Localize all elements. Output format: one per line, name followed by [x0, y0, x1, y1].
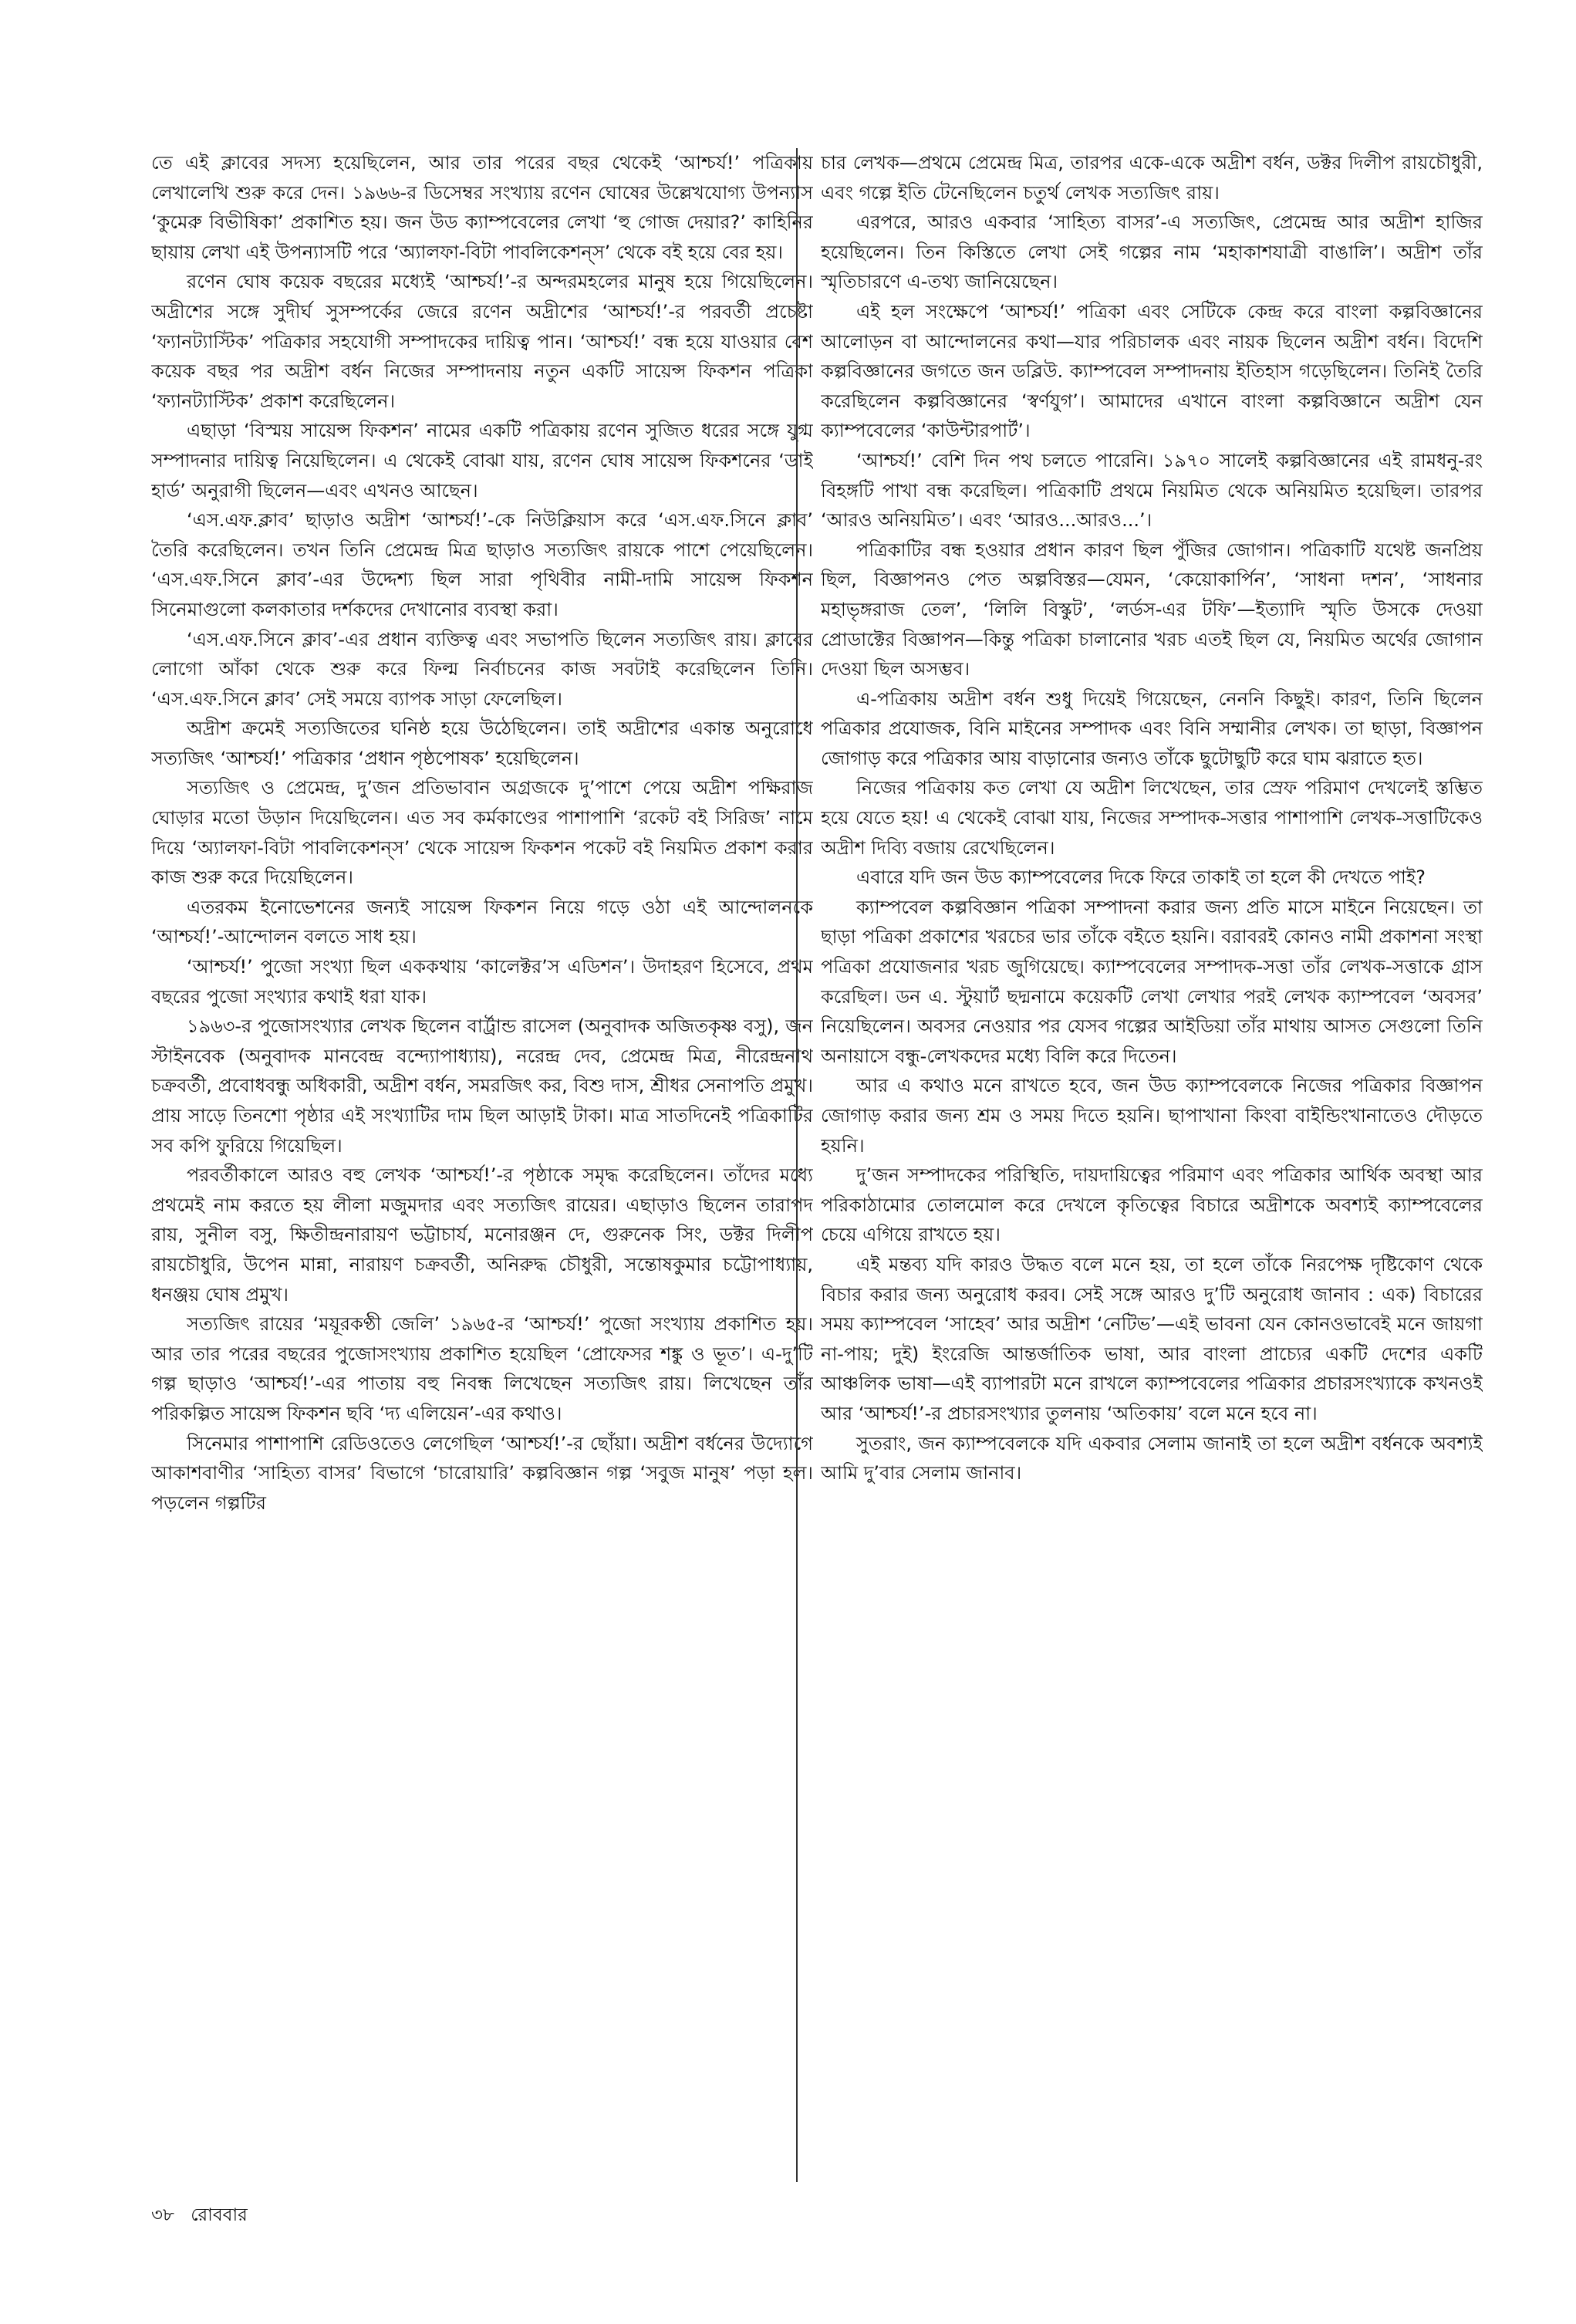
- article-paragraph: এতরকম ইনোভেশনের জন্যই সায়েন্স ফিকশন নিয়ে গড়ে ওঠা এই আন্দোলনকে ‘আশ্চর্য!’-আন্দোলন বলতে সাধ হয়।: [151, 896, 813, 948]
- article-paragraph: অদ্রীশ ক্রমেই সত্যজিতের ঘনিষ্ঠ হয়ে উঠেছিলেন। তাই অদ্রীশের একান্ত অনুরোধে সত্যজিৎ ‘আশ্চর্য!’ পত্রিকার ‘প্রধান পৃষ্ঠপোষক’ হয়েছিলেন।: [151, 718, 813, 769]
- article-paragraph: রণেন ঘোষ কয়েক বছরের মধ্যেই ‘আশ্চর্য!’-র অন্দরমহলের মানুষ হয়ে গিয়েছিলেন। অদ্রীশের সঙ্গে সুদীর্ঘ সুসম্পর্কের জেরে রণেন অদ্রীশের ‘আশ্চর্য!’-র পরবর্তী প্রচেষ্টা ‘ফ্যানট্যাস্টিক’ পত্রিকার সহযোগী সম্পাদকের দায়িত্ব পান। ‘আশ্চর্য!’ বন্ধ হয়ে যাওয়ার বেশ কয়েক বছর পর অদ্রীশ বর্ধন নিজের সম্পাদনায় নতুন একটি সায়েন্স ফিকশন পত্রিকা ‘ফ্যানট্যাস্টিক’ প্রকাশ করেছিলেন।: [151, 271, 813, 412]
- article-paragraph: সিনেমার পাশাপাশি রেডিওতেও লেগেছিল ‘আশ্চর্য!’-র ছোঁয়া। অদ্রীশ বর্ধনের উদ্যোগে আকাশবাণীর ‘সাহিত্য বাসর’ বিভাগে ‘চারোয়ারি’ কল্পবিজ্ঞান গল্প ‘সবুজ মানুষ’ পড়া হল। পড়লেন গল্পটির: [151, 1432, 813, 1514]
- left-column: [151, 148, 813, 2182]
- article-paragraph: আর এ কথাও মনে রাখতে হবে, জন উড ক্যাম্পবেলকে নিজের পত্রিকার বিজ্ঞাপন জোগাড় করার জন্য শ্রম ও সময় দিতে হয়নি। ছাপাখানা কিংবা বাইন্ডিংখানাতেও দৌড়তে হয়নি।: [821, 1075, 1483, 1157]
- article-paragraph: ১৯৬৩-র পুজোসংখ্যার লেখক ছিলেন বার্ট্রান্ড রাসেল (অনুবাদক অজিতকৃষ্ণ বসু), জন স্টাইনবেক (অনুবাদক মানবেন্দ্র বন্দ্যোপাধ্যায়), নরেন্দ্র দেব, প্রেমেন্দ্র মিত্র, নীরেন্দ্রনাথ চক্রবর্তী, প্রবোধবন্ধু অধিকারী, অদ্রীশ বর্ধন, সমরজিৎ কর, বিশু দাস, শ্রীধর সেনাপতি প্রমুখ। প্রায় সাড়ে তিনশো পৃষ্ঠার এই সংখ্যাটির দাম ছিল আড়াই টাকা। মাত্র সাতদিনেই পত্রিকাটির সব কপি ফুরিয়ে গিয়েছিল।: [151, 1015, 813, 1157]
- magazine-name: রোববার: [191, 2205, 248, 2225]
- article-paragraph: দু’জন সম্পাদকের পরিস্থিতি, দায়দায়িত্বের পরিমাণ এবং পত্রিকার আর্থিক অবস্থা আর পরিকাঠামোর তোলমোল করে দেখলে কৃতিত্বের বিচারে অদ্রীশকে অবশ্যই ক্যাম্পবেলের চেয়ে এগিয়ে রাখতে হয়।: [821, 1164, 1483, 1246]
- article-paragraph: এই মন্তব্য যদি কারও উদ্ধত বলে মনে হয়, তা হলে তাঁকে নিরপেক্ষ দৃষ্টিকোণ থেকে বিচার করার জন্য অনুরোধ করব। সেই সঙ্গে আরও দু’টি অনুরোধ জানাব : এক) বিচারের সময় ক্যাম্পবেল ‘সাহেব’ আর অদ্রীশ ‘নেটিভ’—এই ভাবনা যেন কোনওভাবেই মনে জায়গা না-পায়; দুই) ইংরেজি আন্তর্জাতিক ভাষা, আর বাংলা প্রাচ্যের একটি দেশের একটি আঞ্চলিক ভাষা—এই ব্যাপারটা মনে রাখলে ক্যাম্পবেলের পত্রিকার প্রচারসংখ্যাকে কখনওই আর ‘আশ্চর্য!’-র প্রচারসংখ্যার তুলনায় ‘অতিকায়’ বলে মনে হবে না।: [821, 1253, 1483, 1424]
- column-divider: [796, 148, 798, 2182]
- article-paragraph: এ-পত্রিকায় অদ্রীশ বর্ধন শুধু দিয়েই গিয়েছেন, নেননি কিছুই। কারণ, তিনি ছিলেন পত্রিকার প্রযোজক, বিনি মাইনের সম্পাদক এবং বিনি সম্মানীর লেখক। তা ছাড়া, বিজ্ঞাপন জোগাড় করে পত্রিকার আয় বাড়ানোর জন্যও তাঁকে ছুটোছুটি করে ঘাম ঝরাতে হত।: [821, 687, 1483, 769]
- article-paragraph: ‘এস.এফ.ক্লাব’ ছাড়াও অদ্রীশ ‘আশ্চর্য!’-কে নিউক্লিয়াস করে ‘এস.এফ.সিনে ক্লাব’ তৈরি করেছিলেন। তখন তিনি প্রেমেন্দ্র মিত্র ছাড়াও সত্যজিৎ রায়কে পাশে পেয়েছিলেন। ‘এস.এফ.সিনে ক্লাব’-এর উদ্দেশ্য ছিল সারা পৃথিবীর নামী-দামি সায়েন্স ফিকশন সিনেমাগুলো কলকাতার দর্শকদের দেখানোর ব্যবস্থা করা।: [151, 509, 813, 620]
- article-paragraph: এবারে যদি জন উড ক্যাম্পবেলের দিকে ফিরে তাকাই তা হলে কী দেখতে পাই?: [856, 866, 1426, 889]
- article-paragraph: সত্যজিৎ রায়ের ‘ময়ূরকণ্ঠী জেলি’ ১৯৬৫-র ‘আশ্চর্য!’ পুজো সংখ্যায় প্রকাশিত হয়। আর তার পরের বছরের পুজোসংখ্যায় প্রকাশিত হয়েছিল ‘প্রোফেসর শঙ্কু ও ভূত’। এ-দু’টি গল্প ছাড়াও ‘আশ্চর্য!’-এর পাতায় বহু নিবন্ধ লিখেছেন সত্যজিৎ রায়। লিখেছেন তাঁর পরিকল্পিত সায়েন্স ফিকশন ছবি ‘দ্য এলিয়েন’-এর কথাও।: [151, 1313, 813, 1424]
- article-paragraph: ‘আশ্চর্য!’ বেশি দিন পথ চলতে পারেনি। ১৯৭০ সালেই কল্পবিজ্ঞানের এই রামধনু-রং বিহঙ্গটি পাখা বন্ধ করেছিল। পত্রিকাটি প্রথমে নিয়মিত থেকে অনিয়মিত হয়েছিল। তারপর ‘আরও অনিয়মিত’। এবং ‘আরও...আরও...’।: [821, 449, 1483, 532]
- article-paragraph: পত্রিকাটির বন্ধ হওয়ার প্রধান কারণ ছিল পুঁজির জোগান। পত্রিকাটি যথেষ্ট জনপ্রিয় ছিল, বিজ্ঞাপনও পেত অল্পবিস্তর—যেমন, ‘কেয়োকার্পিন’, ‘সাধনা দশন’, ‘সাধনার মহাভৃঙ্গরাজ তেল’, ‘লিলি বিস্কুট’, ‘লর্ডস-এর টফি’—ইত্যাদি স্মৃতি উসকে দেওয়া প্রোডাক্টের বিজ্ঞাপন—কিন্তু পত্রিকা চালানোর খরচ এতই ছিল যে, নিয়মিত অর্থের জোগান দেওয়া ছিল অসম্ভব।: [821, 539, 1483, 681]
- article-paragraph: সত্যজিৎ ও প্রেমেন্দ্র, দু’জন প্রতিভাবান অগ্রজকে দু’পাশে পেয়ে অদ্রীশ পক্ষিরাজ ঘোড়ার মতো উড়ান দিয়েছিলেন। এত সব কর্মকাণ্ডের পাশাপাশি ‘রকেট বই সিরিজ’ নামে দিয়ে ‘অ্যালফা-বিটা পাবলিকেশন্‌স’ থেকে সায়েন্স ফিকশন পকেট বই নিয়মিত প্রকাশ করার কাজ শুরু করে দিয়েছিলেন।: [151, 777, 813, 889]
- article-paragraph: এই হল সংক্ষেপে ‘আশ্চর্য!’ পত্রিকা এবং সেটিকে কেন্দ্র করে বাংলা কল্পবিজ্ঞানের আলোড়ন বা আন্দোলনের কথা—যার পরিচালক এবং নায়ক ছিলেন অদ্রীশ বর্ধন। বিদেশি কল্পবিজ্ঞানের জগতে জন ডব্লিউ. ক্যাম্পবেল সম্পাদনায় ইতিহাস গড়েছিলেন। তিনিই তৈরি করেছিলেন কল্পবিজ্ঞানের ‘স্বর্ণযুগ’। আমাদের এখানে বাংলা কল্পবিজ্ঞানে অদ্রীশ যেন ক্যাম্পবেলের ‘কাউন্টারপার্ট’।: [821, 300, 1483, 442]
- article-paragraph: এরপরে, আরও একবার ‘সাহিত্য বাসর’-এ সত্যজিৎ, প্রেমেন্দ্র আর অদ্রীশ হাজির হয়েছিলেন। তিন কিস্তিতে লেখা সেই গল্পের নাম ‘মহাকাশযাত্রী বাঙালি’। অদ্রীশ তাঁর স্মৃতিচারণে এ-তথ্য জানিয়েছেন।: [821, 211, 1483, 293]
- article-paragraph: পরবর্তীকালে আরও বহু লেখক ‘আশ্চর্য!’-র পৃষ্ঠাকে সমৃদ্ধ করেছিলেন। তাঁদের মধ্যে প্রথমেই নাম করতে হয় লীলা মজুমদার এবং সত্যজিৎ রায়ের। এছাড়াও ছিলেন তারাপদ রায়, সুনীল বসু, ক্ষিতীন্দ্রনারায়ণ ভট্টাচার্য, মনোরঞ্জন দে, গুরুনেক সিং, ডক্টর দিলীপ রায়চৌধুরি, উপেন মান্না, নারায়ণ চক্রবর্তী, অনিরুদ্ধ চৌধুরী, সন্তোষকুমার চট্টোপাধ্যায়, ধনঞ্জয় ঘোষ প্রমুখ।: [151, 1164, 813, 1306]
- article-paragraph: ‘এস.এফ.সিনে ক্লাব’-এর প্রধান ব্যক্তিত্ব এবং সভাপতি ছিলেন সত্যজিৎ রায়। ক্লাবের লোগো আঁকা থেকে শুরু করে ফিল্ম নির্বাচনের কাজ সবটাই করেছিলেন তিনি। ‘এস.এফ.সিনে ক্লাব’ সেই সময়ে ব্যাপক সাড়া ফেলেছিল।: [151, 628, 813, 710]
- article-paragraph: ‘আশ্চর্য!’ পুজো সংখ্যা ছিল এককথায় ‘কালেক্টর’স এডিশন’। উদাহরণ হিসেবে, প্রথম বছরের পুজো সংখ্যার কথাই ধরা যাক।: [151, 956, 813, 1008]
- article-paragraph: তে এই ক্লাবের সদস্য হয়েছিলেন, আর তার পরের বছর থেকেই ‘আশ্চর্য!’ পত্রিকায় লেখালেখি শুরু করে দেন। ১৯৬৬-র ডিসেম্বর সংখ্যায় রণেন ঘোষের উল্লেখযোগ্য উপন্যাস ‘কুমেরু বিভীষিকা’ প্রকাশিত হয়। জন উড ক্যাম্পবেলের লেখা ‘হু গোজ দেয়ার?’ কাহিনির ছায়ায় লেখা এই উপন্যাসটি পরে ‘অ্যালফা-বিটা পাবলিকেশন্‌স’ থেকে বই হয়ে বের হয়।: [151, 152, 813, 263]
- article-paragraph: সুতরাং, জন ক্যাম্পবেলকে যদি একবার সেলাম জানাই তা হলে অদ্রীশ বর্ধনকে অবশ্যই আমি দু’বার সেলাম জানাব।: [821, 1432, 1483, 1485]
- article-paragraph: ক্যাম্পবেল কল্পবিজ্ঞান পত্রিকা সম্পাদনা করার জন্য প্রতি মাসে মাইনে নিয়েছেন। তা ছাড়া পত্রিকা প্রকাশের খরচের ভার তাঁকে বইতে হয়নি। বরাবরই কোনও নামী প্রকাশনা সংস্থা পত্রিকা প্রযোজনার খরচ জুগিয়েছে। ক্যাম্পবেলের সম্পাদক-সত্তা তাঁর লেখক-সত্তাকে গ্রাস করেছিল। ডন এ. স্টুয়ার্ট ছদ্মনামে কয়েকটি লেখা লেখার পরই লেখক ক্যাম্পবেল ‘অবসর’ নিয়েছিলেন। অবসর নেওয়ার পর যেসব গল্পের আইডিয়া তাঁর মাথায় আসত সেগুলো তিনি অনায়াসে বন্ধু-লেখকদের মধ্যে বিলি করে দিতেন।: [821, 896, 1483, 1067]
- page-number: ৩৮: [151, 2205, 174, 2225]
- article-paragraph: নিজের পত্রিকায় কত লেখা যে অদ্রীশ লিখেছেন, তার স্রেফ পরিমাণ দেখলেই স্তম্ভিত হয়ে যেতে হয়! এ থেকেই বোঝা যায়, নিজের সম্পাদক-সত্তার পাশাপাশি লেখক-সত্তাটিকেও অদ্রীশ দিব্যি বজায় রেখেছিলেন।: [821, 777, 1483, 859]
- page-footer: [151, 2204, 258, 2227]
- article-paragraph: চার লেখক—প্রথমে প্রেমেন্দ্র মিত্র, তারপর একে-একে অদ্রীশ বর্ধন, ডক্টর দিলীপ রায়চৌধুরী, এবং গল্পে ইতি টেনেছিলেন চতুর্থ লেখক সত্যজিৎ রায়।: [821, 152, 1483, 204]
- right-column: [821, 148, 1483, 2182]
- article-paragraph: এছাড়া ‘বিস্ময় সায়েন্স ফিকশন’ নামের একটি পত্রিকায় রণেন সুজিত ধরের সঙ্গে যুগ্ম সম্পাদনার দায়িত্ব নিয়েছিলেন। এ থেকেই বোঝা যায়, রণেন ঘোষ সায়েন্স ফিকশনের ‘ডাই হার্ড’ অনুরাগী ছিলেন—এবং এখনও আছেন।: [151, 420, 813, 502]
